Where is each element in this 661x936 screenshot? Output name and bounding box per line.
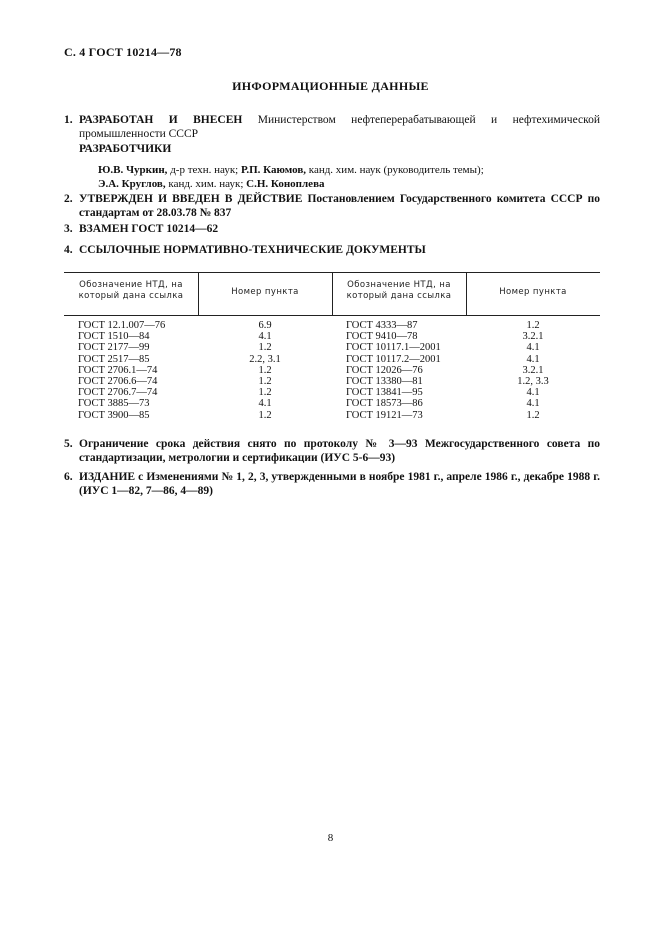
- table-cell: 4.1: [258, 398, 272, 410]
- item-heading: ИЗДАНИЕ с Изменениями № 1, 2, 3, утвержденными в ноябре 1981 г., апреле 1986 г., декабре 1988 г. (ИУС 1—82, 7—86, 4—89): [79, 471, 600, 497]
- table-cell: ГОСТ 18573—86: [346, 398, 423, 410]
- item-number: 4.: [64, 244, 73, 256]
- item-text: Постановлением Государственного комитета СССР по стандартам от 28.03.78 № 837: [79, 193, 600, 219]
- item-number: 2.: [64, 193, 73, 205]
- developer-name: С.Н. Коноплева: [246, 178, 325, 190]
- info-item-6: [64, 470, 600, 498]
- page-header: С. 4 ГОСТ 10214—78: [64, 45, 182, 59]
- table-header-doc: Обозначение НТД, на который дана ссылка: [78, 280, 184, 301]
- info-item-3: [64, 222, 600, 236]
- table-cell: 1.2: [258, 409, 272, 421]
- table-column-divider: [332, 272, 333, 315]
- table-cell: ГОСТ 3900—85: [78, 409, 150, 421]
- table-column-right-points: [466, 320, 600, 421]
- table-cell: ГОСТ 10117.1—2001: [346, 342, 441, 354]
- table-cell: 4.1: [526, 387, 540, 399]
- table-cell: ГОСТ 13380—81: [346, 375, 423, 387]
- table-cell: ГОСТ 2517—85: [78, 353, 150, 365]
- page-title: ИНФОРМАЦИОННЫЕ ДАННЫЕ: [232, 79, 429, 93]
- table-cell: 4.1: [526, 342, 540, 354]
- table-cell: ГОСТ 2706.6—74: [78, 375, 158, 387]
- table-column-left-points: [198, 320, 332, 421]
- table-cell: ГОСТ 9410—78: [346, 331, 418, 343]
- developer-name: Э.А. Круглов,: [98, 178, 166, 190]
- item-number: 6.: [64, 471, 73, 483]
- table-cell: 1.2: [258, 375, 272, 387]
- table-cell: ГОСТ 1510—84: [78, 331, 150, 343]
- info-item-5: [64, 437, 600, 465]
- info-item-4: [64, 243, 600, 257]
- developer-degree: д-р техн. наук;: [167, 164, 241, 176]
- table-cell: ГОСТ 2177—99: [78, 342, 150, 354]
- table-column-divider: [466, 272, 467, 315]
- item-heading: ССЫЛОЧНЫЕ НОРМАТИВНО-ТЕХНИЧЕСКИЕ ДОКУМЕНТЫ: [79, 244, 426, 256]
- table-column-left-docs: [78, 320, 196, 421]
- item-number: 3.: [64, 223, 73, 235]
- developer-degree: канд. хим. наук (руководитель темы);: [306, 164, 484, 176]
- developer-degree: канд. хим. наук;: [165, 178, 247, 190]
- item-heading: УТВЕРЖДЕН И ВВЕДЕН В ДЕЙСТВИЕ: [79, 193, 303, 205]
- table-cell: ГОСТ 10117.2—2001: [346, 353, 441, 365]
- table-cell: ГОСТ 12.1.007—76: [78, 320, 166, 331]
- table-cell: ГОСТ 13841—95: [346, 387, 423, 399]
- table-cell: 6.9: [258, 320, 272, 331]
- item-number: 1.: [64, 114, 73, 126]
- table-cell: 1.2, 3.3: [517, 375, 549, 387]
- table-cell: 1.2: [526, 320, 540, 331]
- table-header-point: Номер пункта: [499, 287, 567, 297]
- table-cell: 3.2.1: [522, 331, 544, 343]
- developer-name: Ю.В. Чуркин,: [98, 164, 168, 176]
- info-item-1: [64, 113, 600, 141]
- table-column-right-docs: [346, 320, 464, 421]
- table-cell: ГОСТ 12026—76: [346, 364, 423, 376]
- page-number: 8: [327, 832, 334, 844]
- table-cell: 1.2: [258, 342, 272, 354]
- table-cell: 2.2, 3.1: [249, 353, 281, 365]
- table-cell: 4.1: [526, 353, 540, 365]
- table-cell: 1.2: [258, 387, 272, 399]
- info-item-2: [64, 192, 600, 220]
- table-header-doc: Обозначение НТД, на который дана ссылка: [346, 280, 452, 301]
- developers-list: [98, 163, 598, 191]
- table-column-divider: [198, 272, 199, 315]
- item-number: 5.: [64, 438, 73, 450]
- developer-name: Р.П. Каюмов,: [241, 164, 307, 176]
- table-cell: ГОСТ 19121—73: [346, 409, 423, 421]
- table-cell: 4.1: [526, 398, 540, 410]
- table-cell: 1.2: [526, 409, 540, 421]
- table-cell: ГОСТ 2706.7—74: [78, 387, 158, 399]
- table-cell: 1.2: [258, 364, 272, 376]
- table-cell: ГОСТ 4333—87: [346, 320, 418, 331]
- item-heading: Ограничение срока действия снято по протоколу № 3—93 Межгосударственного совета по стандартизации, метрологии и сертификации (ИУС 5-6—93): [79, 438, 600, 464]
- table-cell: 4.1: [258, 331, 272, 343]
- table-header-point: Номер пункта: [231, 287, 299, 297]
- item-heading: РАЗРАБОТАН И ВНЕСЕН: [79, 114, 243, 126]
- item-heading: ВЗАМЕН ГОСТ 10214—62: [79, 223, 219, 235]
- developers-heading: РАЗРАБОТЧИКИ: [79, 143, 172, 155]
- table-cell: ГОСТ 2706.1—74: [78, 364, 158, 376]
- table-header-rule: [64, 315, 600, 316]
- item-text: Министерством нефтеперерабатывающей и нефтехимической промышленности СССР: [79, 114, 600, 140]
- table-cell: ГОСТ 3885—73: [78, 398, 150, 410]
- table-cell: 3.2.1: [522, 364, 544, 376]
